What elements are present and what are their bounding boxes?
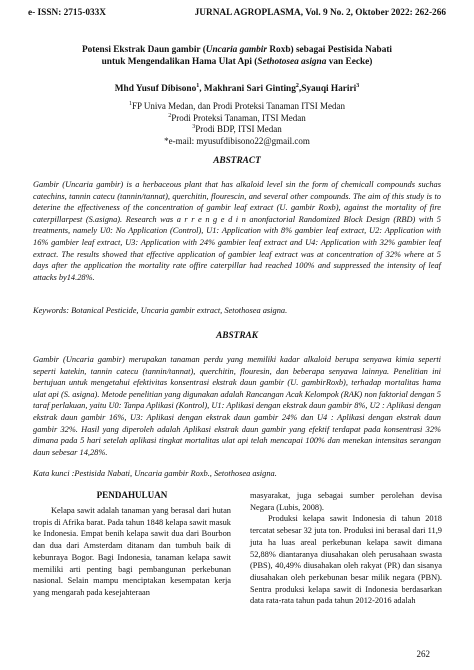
intro-paragraph-2: Produksi kelapa sawit Indonesia di tahun 2018 tercatat sebesar 32 juta ton. Produksi ini berasal dari 11,9 juta ha luas areal perkebunan kelapa sawit dimana 52,88% diantaranya diusahakan oleh perusahaan swasta (PBS), 40,49% diusahakan oleh rakyat (PR) dan sisanya diusahakan oleh perkebunan besar milik negara (PBN). Sentra produksi kelapa sawit di Indonesia berdasarkan data rata-rata tahun pada tahun 2012-2016 adalah <box>250 514 442 606</box>
title-line-1: Potensi Ekstrak Daun gambir (Uncaria gambir Roxb) sebagai Pestisida Nabati <box>81 45 393 55</box>
running-header <box>28 8 446 22</box>
abstrak-heading: ABSTRAK <box>216 331 258 341</box>
abstract-keywords: Keywords: Botanical Pesticide, Uncaria gambir extract, Setothosea asigna. <box>33 306 288 315</box>
title-line-2: untuk Mengendalikan Hama Ulat Api (Sethotosea asigna van Eecke) <box>101 57 373 67</box>
abstract-body: Gambir (Uncaria gambir) is a herbaceous plant that has alkaloid level sin the form of chemicall compounds suchas catechins, tannin catecu (tannin/tannat), querchitin, flourescin, and several other compounds. The aim of this study is to deterine the effectiveness of the concentration of gambir leaf extract (U. gambir Roxb), against the mortality of fire caterpillarpest (S.asigna). Research was a r r e n g e d i n anonfactorial Randomized Block Design (RBD) with 5 treatments, namely U0: No Application (Control), U1: Application with 8% gambier leaf extract, U2: Application with 16% gambier leaf extract, U3: Application with 24% gambier leaf extract and U4: Application with 32% gambier leaf extract. The results showed that effective application of gambier leaf extract was at concentration of 32% where at 5 days after the application the mortality rate offire caterpillar had reached 100% and suppressed the intensity of leaf attacks by14.28%. <box>33 180 441 282</box>
affiliations <box>40 101 434 148</box>
issn-label: e- ISSN: 2715-033X <box>28 8 106 18</box>
affiliation-2: $^2$Prodi Proteksi Tanaman, ITSI Medan <box>168 112 306 123</box>
intro-paragraph-continued: masyarakat, juga sebagai sumber perolehan devisa Negara (Lubis, 2008). <box>250 491 442 512</box>
left-column <box>33 505 231 599</box>
right-column <box>250 490 442 607</box>
paper-title <box>40 44 434 68</box>
abstrak-body: Gambir (Uncaria gambir) merupakan tanaman perdu yang memiliki kadar alkaloid berupa senyawa kimia seperti seperti katekin, tannin catecu (tannin/tannat), querchitin, flouresin, dan beberapa senyawa lainnya. Penelitian ini bertujuan untuk mengetahui efektivitas konsentrasi ekstrak daun gambir (U. gambirRoxb), terhadap mortalitas hama ulat api (S. asigna). Metode penelitian yang digunakan adalah Rancangan Acak Kelompok (RAK) non faktorial dengan 5 taraf perlakuan, yaitu U0: Tanpa Aplikasi (Kontrol), U1: Aplikasi dengan ekstrak daun gambir 8%, U2 : Aplikasi dengan ekstrak daun gambir 16%, U3: Aplikasi dengan ekstrak daun gambir 24% dan U4 : Aplikasi dengan ekstrak daun gambir 32%. Hasil yang diperoleh adalah Aplikasi ekstrak daun gambir yang efektif terdapat pada konsentrasi 32% dimana pada 5 hari setelah aplikasi tingkat mortalitas ulat api telah mencapai 100% dan menekan intensitas serangan daun sebesar 14,28%. <box>33 355 441 457</box>
abstract-heading: ABSTRACT <box>213 156 261 166</box>
author-list: Mhd Yusuf Dibisono$^1$, Makhrani Sari Ginting$^2$,Syauqi Hariri$^3$ <box>114 82 360 94</box>
page-number: 262 <box>416 649 430 659</box>
affiliation-1: $^1$FP Univa Medan, dan Prodi Proteksi Tanaman ITSI Medan <box>128 101 346 111</box>
journal-citation: JURNAL AGROPLASMA, Vol. 9 No. 2, Oktober 2022: 262-266 <box>194 8 446 18</box>
abstrak-keywords: Kata kunci :Pestisida Nabati, Uncaria gambir Roxb., Setothosea asigna. <box>33 469 277 478</box>
affiliation-3: $^3$Prodi BDP, ITSI Medan <box>192 124 282 135</box>
intro-paragraph-1: Kelapa sawit adalah tanaman yang berasal dari hutan tropis di Afrika barat. Pada tahun 1848 kelapa sawit masuk ke Indonesia. Empat benih kelapa sawit dua dari Bourbon dan dua dari Amsterdam ditanam dan tumbuh baik di kebunraya Bogor. Bagi Indonesia, tanaman kelapa sawit memiliki arti penting bagi pembangunan perkebunan nasional. Selain mampu menciptakan kesempatan kerja yang mengarah pada kesejahteraan <box>33 506 231 597</box>
contact-email: *e-mail: myusufdibisono22@gmail.com <box>164 136 310 147</box>
introduction-heading: PENDAHULUAN <box>96 490 168 500</box>
